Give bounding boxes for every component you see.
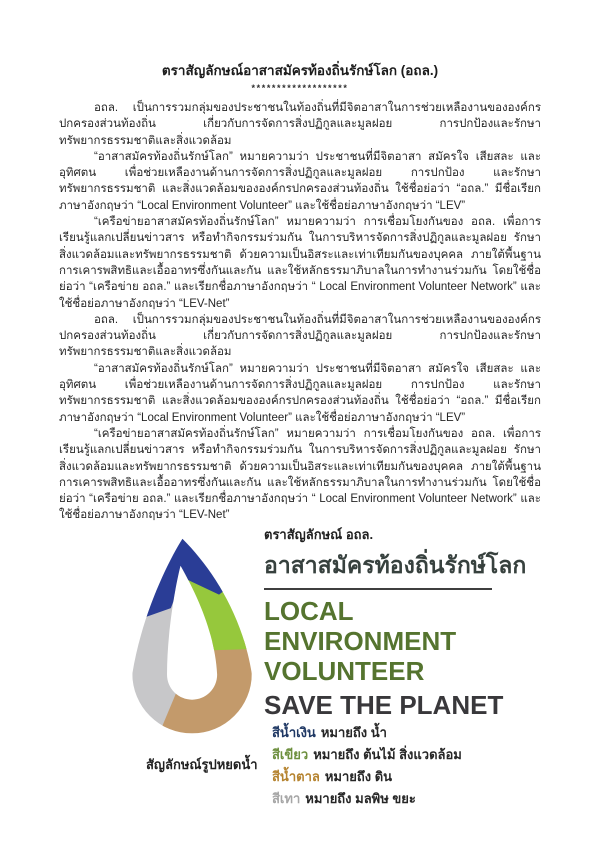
drop-blue-segment (130, 533, 258, 625)
logo-section (0, 526, 600, 830)
legend-row-blue (272, 722, 462, 744)
logo-tagline: SAVE THE PLANET (264, 689, 504, 720)
logo-small-heading: ตราสัญลักษณ์ อถล. (264, 526, 374, 542)
legend-row-green (272, 744, 462, 766)
legend-color-word: สีน้ำเงิน (272, 724, 316, 740)
paragraph: “อาสาสมัครท้องถิ่นรักษ์โลก” หมายความว่า ประชาชนที่มีจิตอาสา สมัครใจ เสียสละ และอุทิศตน เพื่อช่วยเหลืองานด้านการจัดการสิ่งปฏิกูลและมูลฝอย การปกป้อง และรักษาทรัพยากรธรรมชาติ และสิ่งแวดล้อมขององค์กรปกครองส่วนท้องถิ่น ใช้ชื่อย่อว่า “อถล.” มีชื่อเรียกภาษาอังกฤษว่า “Local Environment Volunteer” และใช้ชื่อย่อภาษาอังกฤษว่า “LEV” (59, 362, 541, 424)
legend-color-word: สีเทา (272, 790, 301, 806)
paragraph: “เครือข่ายอาสาสมัครท้องถิ่นรักษ์โลก” หมายความว่า การเชื่อมโยงกันของ อถล. เพื่อการเรียนรู้แลกเปลี่ยนข่าวสาร หรือทำกิจกรรมร่วมกัน ในการบริหารจัดการสิ่งปฏิกูลและมูลฝอย รักษาสิ่งแวดล้อมและทรัพยากรธรรมชาติ ด้วยความเป็นอิสระและเท่าเทียมกันของบุคคล ภายใต้พื้นฐานการเคารพสิทธิและเอื้ออาทรซึ่งกันและกัน และใช้หลักธรรมาภิบาลในการทำงานร่วมกัน โดยใช้ชื่อย่อว่า “เครือข่าย อถล.” และเรียกชื่อภาษาอังกฤษว่า “ Local Environment Volunteer Network” และใช้ชื่อย่อภาษาอังกฤษว่า “LEV-Net” (59, 216, 541, 310)
logo-divider-line (264, 588, 492, 590)
drop-green-segment (181, 573, 258, 650)
legend-meaning: หมายถึง ต้นไม้ สิ่งแวดล้อม (313, 746, 462, 762)
star-divider: ******************* (251, 83, 349, 93)
legend-meaning: หมายถึง ดิน (324, 768, 393, 784)
color-legend (272, 722, 462, 810)
water-drop-logo-icon (130, 533, 258, 745)
logo-en-line3: VOLUNTEER (264, 655, 425, 686)
legend-row-gray (272, 788, 462, 810)
logo-text-block (264, 526, 544, 720)
paragraph: อถล. เป็นการรวมกลุ่มของประชาชนในท้องถิ่นที่มีจิตอาสาในการช่วยเหลืองานขององค์กรปกครองส่วนท้องถิ่น เกี่ยวกับการจัดการสิ่งปฏิกูลและมูลฝอย การปกป้องและรักษาทรัพยากรธรรมชาติและสิ่งแวดล้อม (59, 102, 541, 147)
logo-thai-heading: อาสาสมัครท้องถิ่นรักษ์โลก (264, 551, 527, 578)
logo-en-line2: ENVIRONMENT (264, 625, 457, 656)
legend-meaning: หมายถึง มลพิษ ขยะ (305, 790, 416, 806)
legend-row-brown (272, 766, 462, 788)
body-text (59, 100, 541, 524)
paragraph: “อาสาสมัครท้องถิ่นรักษ์โลก” หมายความว่า ประชาชนที่มีจิตอาสา สมัครใจ เสียสละ และอุทิศตน เพื่อช่วยเหลืองานด้านการจัดการสิ่งปฏิกูลและมูลฝอย การปกป้อง และรักษาทรัพยากรธรรมชาติ และสิ่งแวดล้อมขององค์กรปกครองส่วนท้องถิ่น ใช้ชื่อย่อว่า “อถล.” มีชื่อเรียกภาษาอังกฤษว่า “Local Environment Volunteer” และใช้ชื่อย่อภาษาอังกฤษว่า “LEV” (59, 150, 541, 212)
legend-meaning: หมายถึง น้ำ (320, 724, 387, 740)
paragraph: “เครือข่ายอาสาสมัครท้องถิ่นรักษ์โลก” หมายความว่า การเชื่อมโยงกันของ อถล. เพื่อการเรียนรู้แลกเปลี่ยนข่าวสาร หรือทำกิจกรรมร่วมกัน ในการบริหารจัดการสิ่งปฏิกูลและมูลฝอย รักษาสิ่งแวดล้อมและทรัพยากรธรรมชาติ ด้วยความเป็นอิสระและเท่าเทียมกันของบุคคล ภายใต้พื้นฐานการเคารพสิทธิและเอื้ออาทรซึ่งกันและกัน และใช้หลักธรรมาภิบาลในการทำงานร่วมกัน โดยใช้ชื่อย่อว่า “เครือข่าย อถล.” และเรียกชื่อภาษาอังกฤษว่า “ Local Environment Volunteer Network” และใช้ชื่อย่อภาษาอังกฤษว่า “LEV-Net” (59, 427, 541, 522)
legend-color-word: สีน้ำตาล (272, 768, 320, 784)
paragraph: อถล. เป็นการรวมกลุ่มของประชาชนในท้องถิ่นที่มีจิตอาสาในการช่วยเหลืองานขององค์กรปกครองส่วนท้องถิ่น เกี่ยวกับการจัดการสิ่งปฏิกูลและมูลฝอย การปกป้องและรักษาทรัพยากรธรรมชาติและสิ่งแวดล้อม (59, 313, 541, 359)
legend-color-word: สีเขียว (272, 746, 309, 762)
page-title: ตราสัญลักษณ์อาสาสมัครท้องถิ่นรักษ์โลก (อถล.) (161, 63, 439, 78)
drop-caption: สัญลักษณ์รูปหยดน้ำ (146, 756, 258, 772)
logo-en-line1: LOCAL (264, 595, 354, 626)
